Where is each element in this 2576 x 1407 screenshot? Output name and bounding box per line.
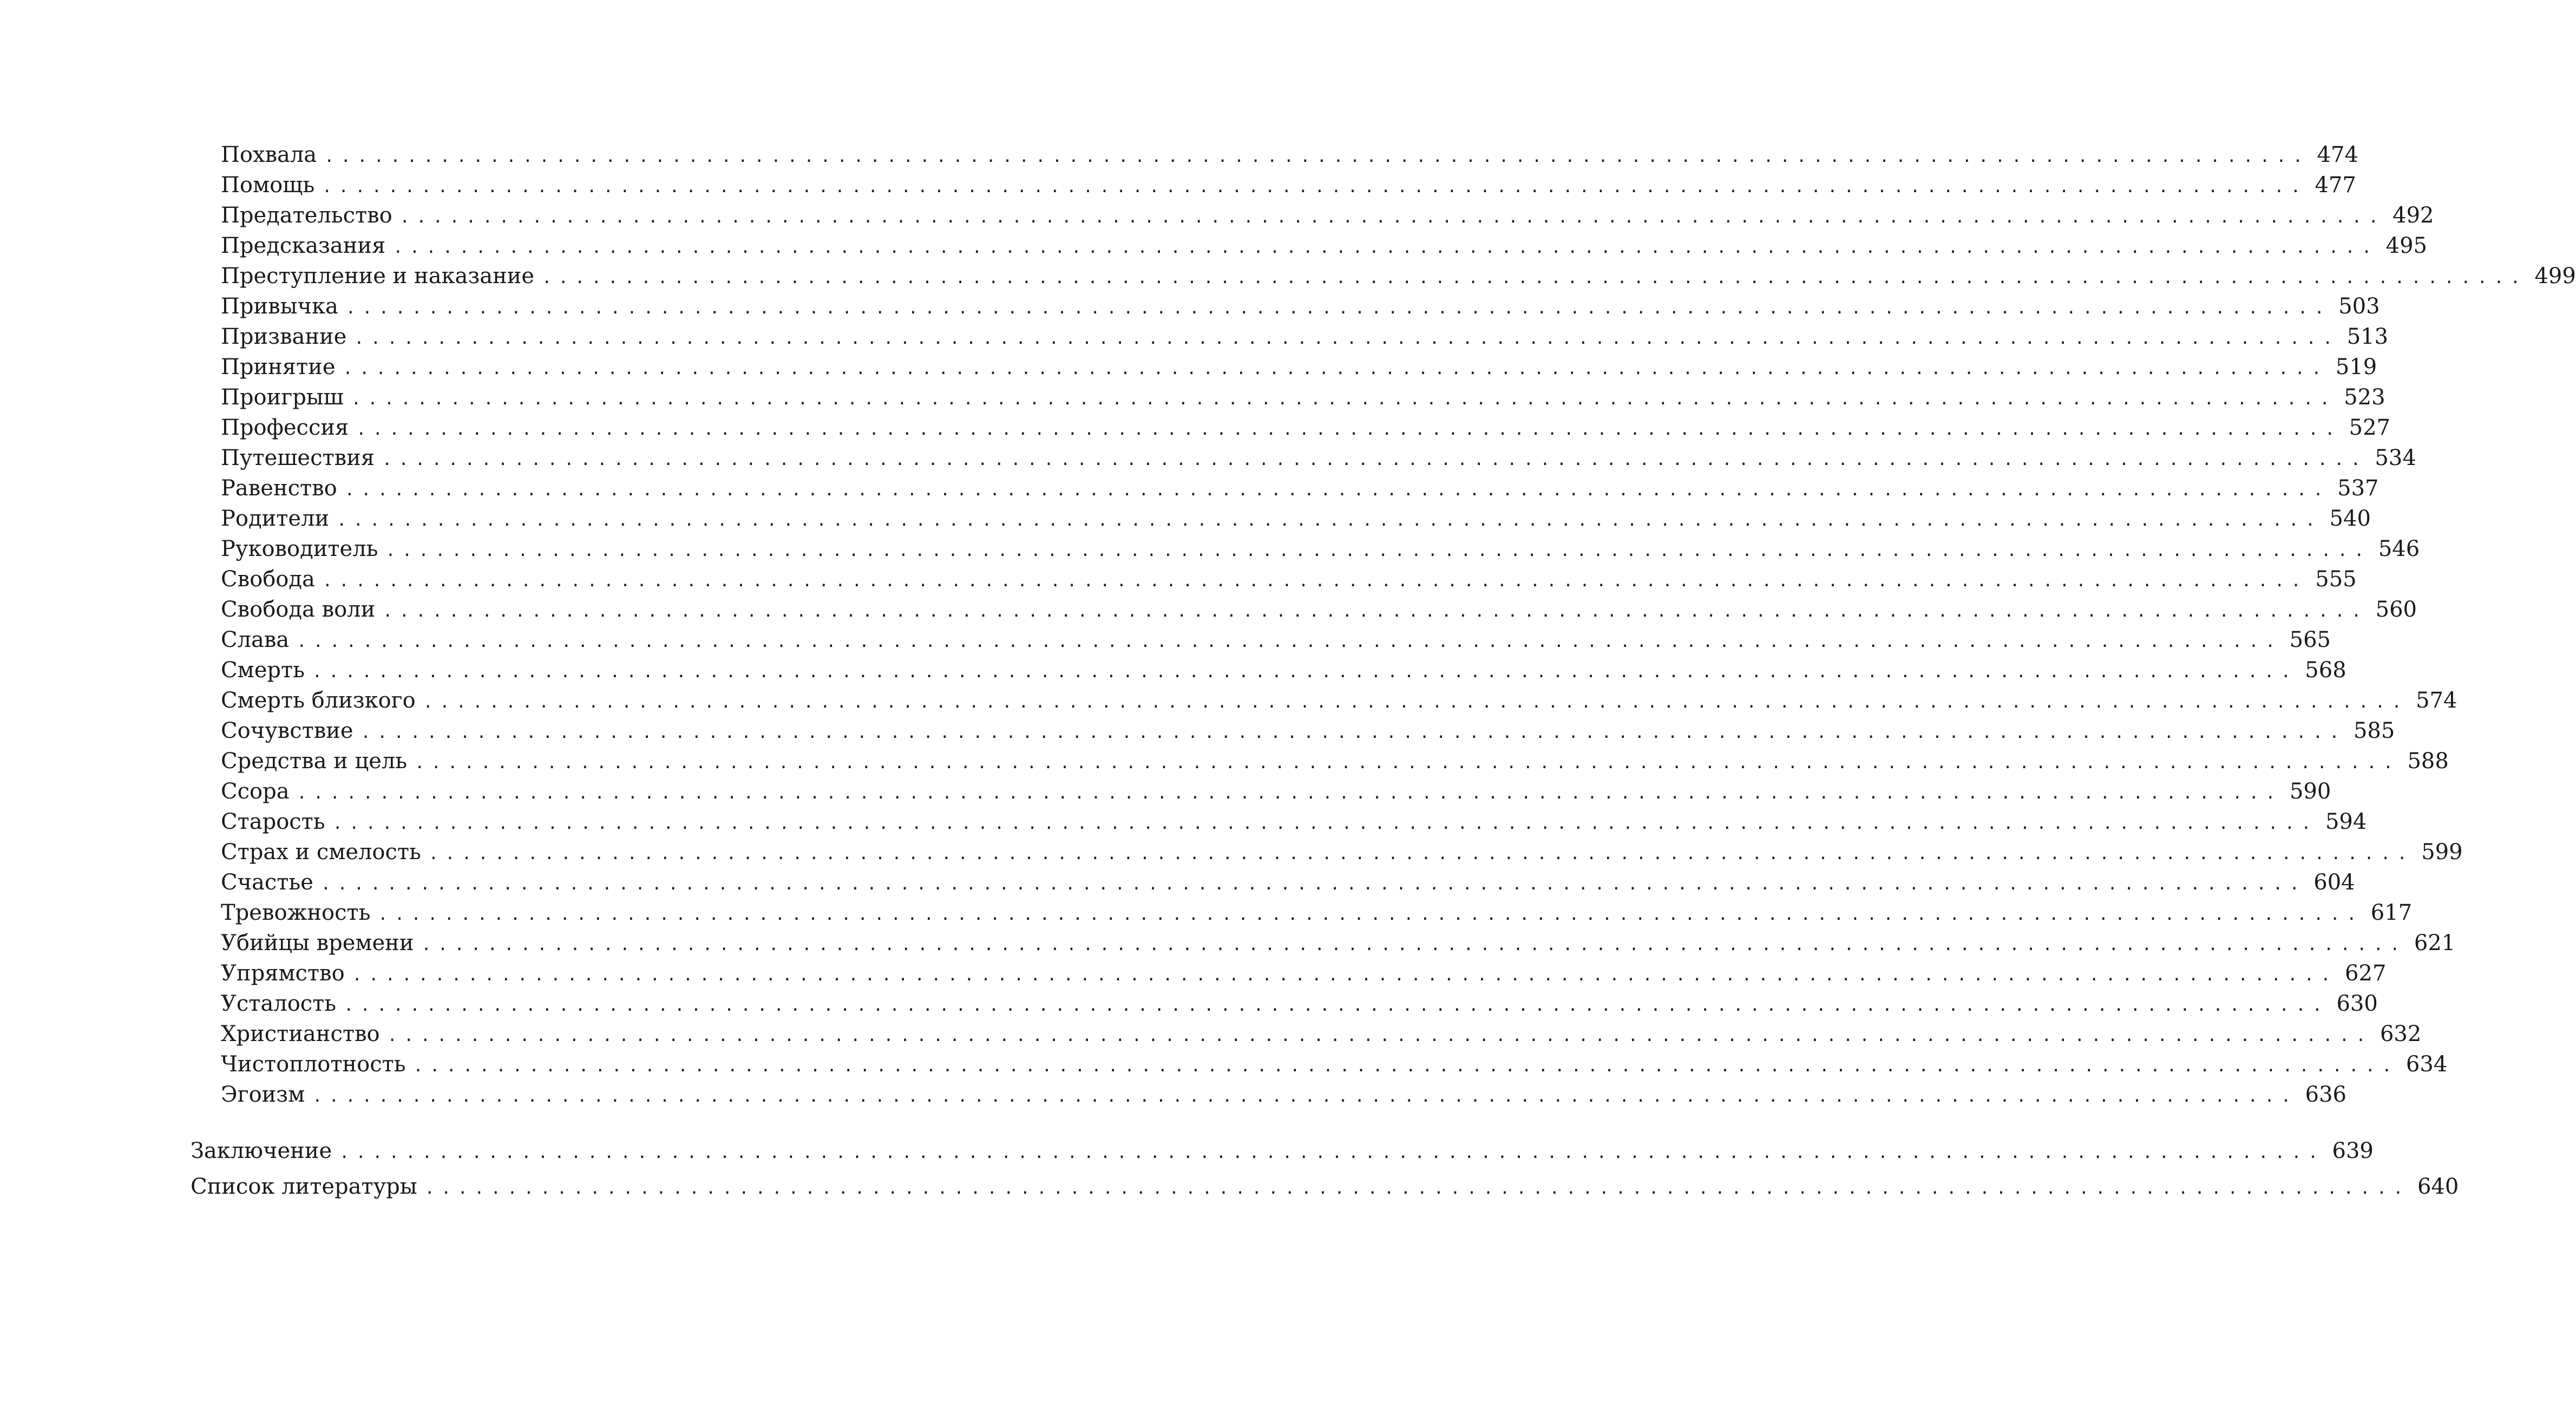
dot-leader: ........................................................................................................................ <box>378 905 2363 924</box>
toc-entry-page: 632 <box>2380 1022 2422 1046</box>
dot-leader: ........................................................................................................................ <box>421 935 2407 954</box>
dot-leader: ........................................................................................................................ <box>332 814 2318 833</box>
toc-entry <box>221 625 2331 655</box>
toc-entry <box>221 837 2463 867</box>
toc-entry-page: 599 <box>2421 840 2463 865</box>
toc-entry-page: 585 <box>2353 718 2395 743</box>
toc-entry-title: Христианство <box>221 1022 380 1046</box>
toc-entry-page: 604 <box>2313 870 2355 895</box>
dot-leader: ........................................................................................................................ <box>399 208 2385 227</box>
dot-leader: ........................................................................................................................ <box>428 845 2414 863</box>
toc-section <box>191 1136 2374 1166</box>
dot-leader: ........................................................................................................................ <box>344 996 2329 1015</box>
toc-entry <box>221 443 2416 473</box>
toc-entry <box>221 807 2367 837</box>
toc-entry <box>221 716 2395 746</box>
toc-entry-title: Тревожность <box>221 900 371 925</box>
dot-leader: ........................................................................................................................ <box>415 754 2400 773</box>
toc-entry-page: 540 <box>2329 506 2371 531</box>
toc-section-page: 639 <box>2332 1138 2374 1163</box>
toc-entry <box>221 503 2371 534</box>
dot-leader: ........................................................................................................................ <box>352 966 2338 985</box>
toc-entry <box>221 1019 2422 1049</box>
toc-entry <box>221 746 2449 776</box>
toc-entry-page: 574 <box>2416 688 2457 713</box>
toc-entry <box>221 261 2576 291</box>
dot-leader: ........................................................................................................................ <box>354 329 2339 348</box>
toc-entry <box>221 413 2390 443</box>
dot-leader: ........................................................................................................................ <box>382 450 2368 469</box>
toc-entry-title: Страх и смелость <box>221 840 421 865</box>
dot-leader: ........................................................................................................................ <box>297 632 2282 651</box>
dot-leader: ........................................................................................................................ <box>383 602 2368 621</box>
toc-entry-page: 523 <box>2344 385 2385 410</box>
dot-leader: ........................................................................................................................ <box>424 1179 2410 1198</box>
toc-entry-page: 477 <box>2315 173 2356 198</box>
toc-entry-title: Старость <box>221 809 325 834</box>
toc-section <box>191 1172 2459 1202</box>
toc-entry-page: 519 <box>2335 355 2377 379</box>
toc-entry-page: 568 <box>2305 658 2346 683</box>
dot-leader: ........................................................................................................................ <box>322 572 2308 591</box>
toc-entry-title: Принятие <box>221 355 336 379</box>
toc-entry-title: Средства и цель <box>221 749 408 774</box>
toc-entry-title: Помощь <box>221 173 315 198</box>
toc-entry <box>221 534 2420 564</box>
dot-leader: ........................................................................................................................ <box>345 299 2331 318</box>
toc-entry-page: 588 <box>2407 749 2449 774</box>
dot-leader: ........................................................................................................................ <box>322 178 2308 197</box>
dot-leader: ........................................................................................................................ <box>387 1026 2372 1045</box>
dot-leader: ........................................................................................................................ <box>339 1143 2325 1162</box>
dot-leader: ........................................................................................................................ <box>360 723 2346 742</box>
toc-entry-title: Ссора <box>221 779 290 804</box>
toc-entry-title: Убийцы времени <box>221 931 414 956</box>
toc-entry-title: Предсказания <box>221 233 386 258</box>
dot-leader: ........................................................................................................................ <box>356 420 2342 439</box>
toc-entry-page: 594 <box>2325 809 2367 834</box>
toc-entry-page: 537 <box>2337 476 2379 501</box>
dot-leader: ........................................................................................................................ <box>344 481 2330 500</box>
toc-entry-title: Профессия <box>221 415 349 440</box>
toc-entry-page: 565 <box>2289 627 2331 652</box>
toc-entry <box>221 564 2357 594</box>
toc-entry <box>221 898 2413 928</box>
toc-entry-title: Чистоплотность <box>221 1052 406 1077</box>
toc-entry <box>221 867 2355 898</box>
toc-entry-title: Руководитель <box>221 536 378 561</box>
toc-entry-title: Упрямство <box>221 961 345 986</box>
toc-entry-page: 503 <box>2338 294 2380 319</box>
toc-entry <box>221 685 2457 716</box>
toc-entry <box>221 140 2358 170</box>
toc-entry-title: Свобода воли <box>221 597 376 622</box>
dot-leader: ........................................................................................................................ <box>312 663 2298 682</box>
toc-entry <box>221 1049 2448 1079</box>
toc-entry-page: 527 <box>2349 415 2390 440</box>
toc-entry-page: 636 <box>2305 1082 2346 1107</box>
dot-leader: ........................................................................................................................ <box>324 147 2310 166</box>
toc-entry-title: Проигрыш <box>221 385 344 410</box>
toc-entry <box>221 776 2331 807</box>
toc-entry <box>221 958 2387 989</box>
dot-leader: ........................................................................................................................ <box>393 238 2378 257</box>
toc-entry-page: 621 <box>2414 931 2456 956</box>
toc-entry <box>221 291 2380 322</box>
toc-entry-title: Путешествия <box>221 446 375 470</box>
toc-section-page: 640 <box>2417 1174 2459 1199</box>
toc-entry <box>221 655 2346 685</box>
toc-entry <box>221 382 2385 413</box>
dot-leader: ........................................................................................................................ <box>297 784 2282 803</box>
dot-leader: ........................................................................................................................ <box>423 693 2409 712</box>
toc-entry-title: Слава <box>221 627 290 652</box>
toc-entry-title: Призвание <box>221 324 347 349</box>
toc-entry <box>221 594 2417 625</box>
toc-entry-title: Счастье <box>221 870 313 895</box>
toc-entry-page: 492 <box>2393 203 2434 228</box>
toc-entry <box>221 352 2377 382</box>
dot-leader: ........................................................................................................................ <box>320 875 2306 894</box>
toc-entry-title: Преступление и наказание <box>221 264 535 289</box>
toc-entry-title: Смерть близкого <box>221 688 416 713</box>
toc-entry <box>221 170 2356 200</box>
dot-leader: ........................................................................................................................ <box>351 390 2337 409</box>
dot-leader: ........................................................................................................................ <box>413 1057 2398 1076</box>
toc-entry <box>221 989 2378 1019</box>
toc-entry-title: Родители <box>221 506 330 531</box>
toc-entry-title: Свобода <box>221 567 315 592</box>
toc-entry-page: 590 <box>2289 779 2331 804</box>
toc-entry-page: 546 <box>2378 536 2420 561</box>
toc-entry-page: 560 <box>2375 597 2417 622</box>
toc-entry-title: Похвала <box>221 142 317 167</box>
toc-entry-title: Привычка <box>221 294 338 319</box>
toc-entry-title: Усталость <box>221 991 337 1016</box>
toc-entry <box>221 200 2434 231</box>
toc-section-title: Список литературы <box>191 1174 417 1199</box>
toc-entry-page: 627 <box>2345 961 2387 986</box>
toc-entry-page: 617 <box>2370 900 2413 925</box>
toc-entry-page: 499 <box>2534 264 2576 289</box>
toc-entry <box>221 928 2456 958</box>
toc-entry <box>221 473 2379 503</box>
toc-entry-title: Предательство <box>221 203 392 228</box>
toc-entry-title: Эгоизм <box>221 1082 305 1107</box>
toc-entry-page: 495 <box>2385 233 2428 258</box>
toc-entry <box>221 1079 2346 1110</box>
toc-section-title: Заключение <box>191 1138 332 1163</box>
toc-entry-page: 634 <box>2405 1052 2448 1077</box>
toc-entry-title: Смерть <box>221 658 305 683</box>
toc-entry <box>221 231 2428 261</box>
toc-entry-page: 630 <box>2336 991 2378 1016</box>
dot-leader: ........................................................................................................................ <box>312 1087 2298 1106</box>
dot-leader: ........................................................................................................................ <box>542 269 2527 287</box>
toc-entry-title: Сочувствие <box>221 718 353 743</box>
toc-entry <box>221 322 2389 352</box>
dot-leader: ........................................................................................................................ <box>385 541 2371 560</box>
dot-leader: ........................................................................................................................ <box>337 511 2322 530</box>
toc-entry-title: Равенство <box>221 476 337 501</box>
dot-leader: ........................................................................................................................ <box>343 359 2328 378</box>
toc-entry-page: 474 <box>2317 142 2358 167</box>
toc-entry-page: 534 <box>2375 446 2416 470</box>
toc-entry-page: 555 <box>2315 567 2357 592</box>
toc-entry-page: 513 <box>2346 324 2389 349</box>
